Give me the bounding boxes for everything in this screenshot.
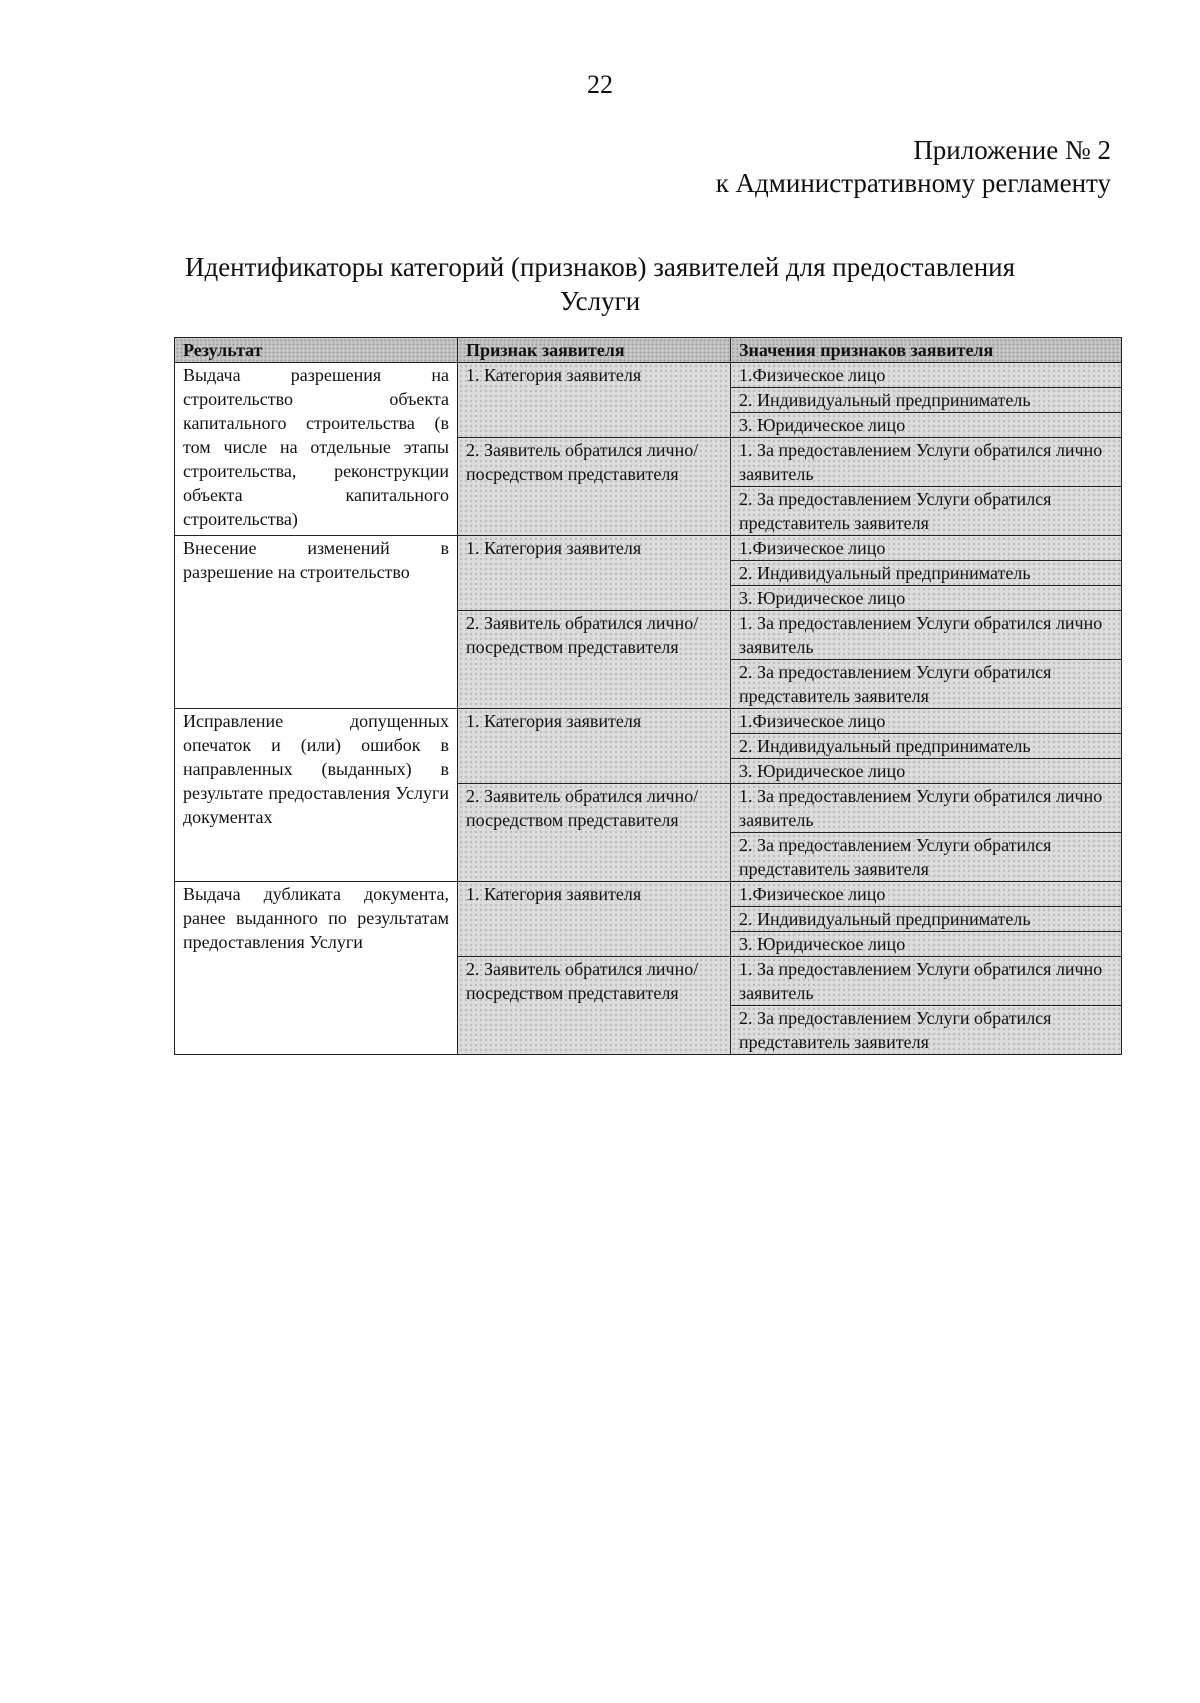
- attribute-value-cell: 1.Физическое лицо: [731, 536, 1122, 561]
- attribute-value-cell: 1. За предоставлением Услуги обратился лично заявитель: [731, 957, 1122, 1006]
- appendix-number: Приложение № 2: [913, 135, 1111, 165]
- result-cell: Исправление допущенных опечаток и (или) ошибок в направленных (выданных) в результате предоставления Услуги документах: [175, 709, 458, 882]
- attribute-value-cell: 1.Физическое лицо: [731, 363, 1122, 388]
- header-result: Результат: [175, 338, 458, 363]
- result-cell: Выдача дубликата документа, ранее выданного по результатам предоставления Услуги: [175, 882, 458, 1055]
- attribute-value-cell: 2. Индивидуальный предприниматель: [731, 388, 1122, 413]
- page-number: 22: [587, 70, 613, 99]
- table-header-row: [175, 338, 1122, 363]
- header-attribute: Признак заявителя: [458, 338, 731, 363]
- attribute-value-cell: 1. За предоставлением Услуги обратился лично заявитель: [731, 611, 1122, 660]
- attribute-value-cell: 2. За предоставлением Услуги обратился представитель заявителя: [731, 1006, 1122, 1055]
- header-attribute-values: Значения признаков заявителя: [731, 338, 1122, 363]
- attribute-value-cell: 1. За предоставлением Услуги обратился лично заявитель: [731, 784, 1122, 833]
- table-row: [175, 882, 1122, 907]
- attribute-value-cell: 2. За предоставлением Услуги обратился представитель заявителя: [731, 487, 1122, 536]
- attribute-value-cell: 3. Юридическое лицо: [731, 759, 1122, 784]
- table-row: [175, 536, 1122, 561]
- table-row: [175, 363, 1122, 388]
- document-title-line1: Идентификаторы категорий (признаков) заявителей для предоставления: [184, 252, 1016, 282]
- attribute-appeal-cell: 2. Заявитель обратился лично/посредством представителя: [458, 957, 731, 1055]
- attribute-appeal-cell: 2. Заявитель обратился лично/посредством представителя: [458, 438, 731, 536]
- attribute-value-cell: 2. Индивидуальный предприниматель: [731, 561, 1122, 586]
- attribute-value-cell: 1.Физическое лицо: [731, 882, 1122, 907]
- attribute-value-cell: 2. За предоставлением Услуги обратился представитель заявителя: [731, 833, 1122, 882]
- attribute-value-cell: 3. Юридическое лицо: [731, 586, 1122, 611]
- attribute-appeal-cell: 2. Заявитель обратился лично/посредством представителя: [458, 611, 731, 709]
- attribute-value-cell: 2. Индивидуальный предприниматель: [731, 907, 1122, 932]
- attribute-value-cell: 1. За предоставлением Услуги обратился лично заявитель: [731, 438, 1122, 487]
- document-title: [150, 250, 1050, 318]
- attribute-category-cell: 1. Категория заявителя: [458, 363, 731, 438]
- result-cell: Выдача разрешения на строительство объекта капитального строительства (в том числе на отдельные этапы строительства, реконструкции объекта капитального строительства): [175, 363, 458, 536]
- table-body: [175, 363, 1122, 1055]
- result-cell: Внесение изменений в разрешение на строительство: [175, 536, 458, 709]
- table-row: [175, 709, 1122, 734]
- attribute-value-cell: 1.Физическое лицо: [731, 709, 1122, 734]
- attribute-value-cell: 3. Юридическое лицо: [731, 413, 1122, 438]
- appendix-reference: к Административному регламенту: [715, 168, 1111, 198]
- applicant-categories-table: [174, 337, 1122, 1055]
- attribute-category-cell: 1. Категория заявителя: [458, 536, 731, 611]
- attribute-appeal-cell: 2. Заявитель обратился лично/посредством представителя: [458, 784, 731, 882]
- attribute-value-cell: 3. Юридическое лицо: [731, 932, 1122, 957]
- attribute-value-cell: 2. За предоставлением Услуги обратился представитель заявителя: [731, 660, 1122, 709]
- attribute-category-cell: 1. Категория заявителя: [458, 709, 731, 784]
- attribute-value-cell: 2. Индивидуальный предприниматель: [731, 734, 1122, 759]
- attribute-category-cell: 1. Категория заявителя: [458, 882, 731, 957]
- appendix-header: [716, 134, 1111, 200]
- document-title-line2: Услуги: [559, 286, 641, 316]
